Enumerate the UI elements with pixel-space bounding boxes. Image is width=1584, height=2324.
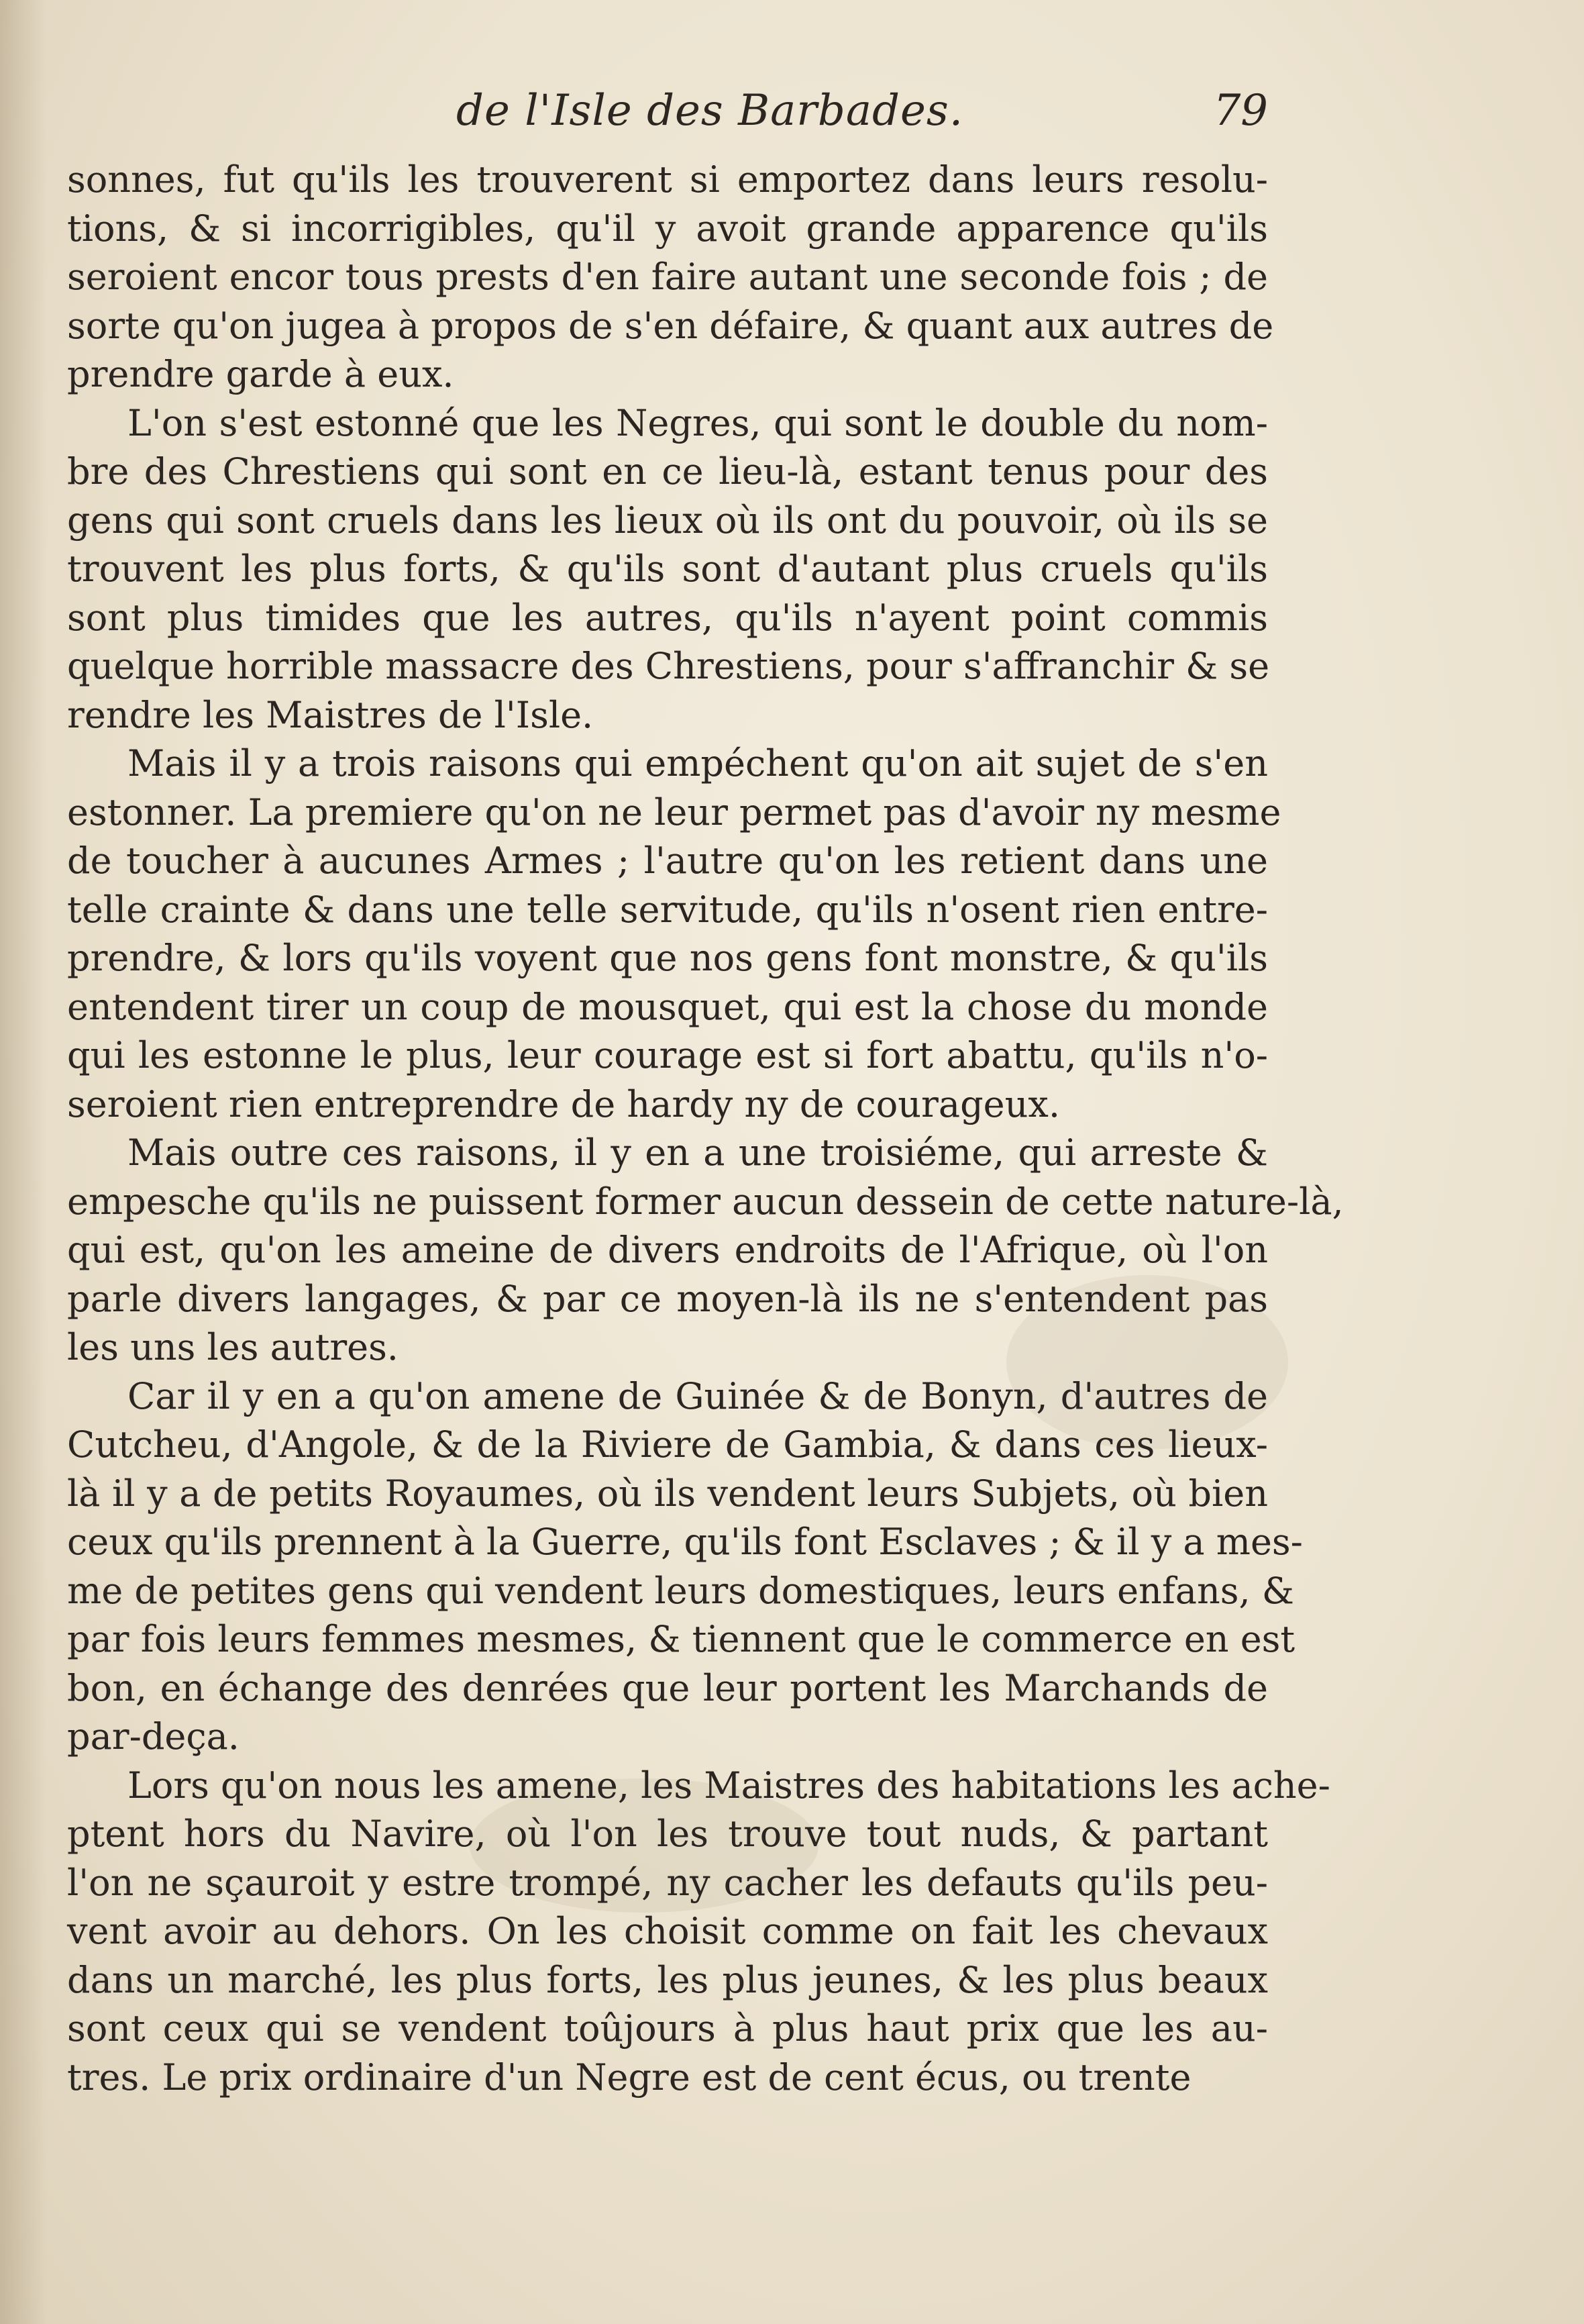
text-line: bon, en échange des denrées que leur portent les Marchands de — [67, 1666, 1268, 1709]
paragraph — [67, 156, 1274, 399]
gutter-shadow — [0, 0, 47, 2324]
text-line: sont plus timides que les autres, qu'ils n'ayent point commis — [67, 596, 1268, 639]
paragraph — [67, 740, 1281, 1129]
text-line: prendre garde à eux. — [67, 353, 454, 395]
page-header — [67, 86, 1268, 153]
text-line: sont ceux qui se vendent toûjours à plus haut prix que les au- — [67, 2007, 1268, 2050]
text-line: les uns les autres. — [67, 1326, 399, 1368]
paragraph — [67, 1372, 1303, 1762]
page-number: 79 — [1213, 86, 1268, 136]
paragraph — [67, 1762, 1330, 2103]
text-line: de toucher à aucunes Armes ; l'autre qu'on les retient dans une — [67, 840, 1268, 882]
text-line: par fois leurs femmes mesmes, & tiennent que le commerce en est — [67, 1618, 1296, 1660]
text-line: quelque horrible massacre des Chrestiens, pour s'affranchir & se — [67, 645, 1270, 687]
text-line: me de petites gens qui vendent leurs domestiques, leurs enfans, & — [67, 1569, 1294, 1612]
text-line: Mais il y a trois raisons qui empéchent qu'on ait sujet de s'en — [127, 742, 1268, 785]
text-line: estonner. La premiere qu'on ne leur permet pas d'avoir ny mesme — [67, 791, 1281, 833]
paragraph — [67, 1129, 1344, 1372]
text-line: bre des Chrestiens qui sont en ce lieu-là, estant tenus pour des — [67, 450, 1268, 493]
text-line: sonnes, fut qu'ils les trouverent si emportez dans leurs resolu- — [67, 158, 1268, 201]
running-title: de l'Isle des Barbades. — [456, 86, 964, 136]
text-line: qui est, qu'on les ameine de divers endroits de l'Afrique, où l'on — [67, 1229, 1268, 1271]
text-line: L'on s'est estonné que les Negres, qui sont le double du nom- — [127, 401, 1268, 444]
text-line: l'on ne sçauroit y estre trompé, ny cacher les defauts qu'ils peu- — [67, 1861, 1268, 1904]
text-line: Lors qu'on nous les amene, les Maistres des habitations les ache- — [127, 1764, 1330, 1807]
text-line: seroient encor tous prests d'en faire autant une seconde fois ; de — [67, 256, 1268, 298]
text-line: sorte qu'on jugea à propos de s'en défaire, & quant aux autres de — [67, 304, 1274, 347]
text-line: qui les estonne le plus, leur courage est si fort abattu, qu'ils n'o- — [67, 1034, 1268, 1076]
text-line: trouvent les plus forts, & qu'ils sont d'autant plus cruels qu'ils — [67, 548, 1268, 590]
text-line: Cutcheu, d'Angole, & de la Riviere de Gambia, & dans ces lieux- — [67, 1423, 1268, 1466]
text-line: rendre les Maistres de l'Isle. — [67, 693, 594, 736]
text-line: entendent tirer un coup de mousquet, qui est la chose du monde — [67, 985, 1268, 1028]
text-line: Mais outre ces raisons, il y en a une troisiéme, qui arreste & — [127, 1131, 1268, 1174]
text-line: tions, & si incorrigibles, qu'il y avoit grande apparence qu'ils — [67, 207, 1268, 250]
text-line: Car il y en a qu'on amene de Guinée & de Bonyn, d'autres de — [127, 1374, 1268, 1417]
text-line: parle divers langages, & par ce moyen-là ils ne s'entendent pas — [67, 1277, 1268, 1320]
text-line: par-deça. — [67, 1715, 240, 1758]
text-line: dans un marché, les plus forts, les plus jeunes, & les plus beaux — [67, 1958, 1268, 2001]
text-line: gens qui sont cruels dans les lieux où ils ont du pouvoir, où ils se — [67, 499, 1268, 542]
text-line: prendre, & lors qu'ils voyent que nos gens font monstre, & qu'ils — [67, 937, 1268, 979]
text-line: ceux qu'ils prennent à la Guerre, qu'ils font Esclaves ; & il y a mes- — [67, 1521, 1303, 1563]
text-line: empesche qu'ils ne puissent former aucun dessein de cette nature-là, — [67, 1180, 1344, 1223]
body-text — [67, 156, 1344, 2102]
text-line: ptent hors du Navire, où l'on les trouve tout nuds, & partant — [67, 1813, 1268, 1855]
text-line: seroient rien entreprendre de hardy ny de courageux. — [67, 1082, 1060, 1125]
text-line: là il y a de petits Royaumes, où ils vendent leurs Subjets, où bien — [67, 1472, 1268, 1515]
text-line: telle crainte & dans une telle servitude, qu'ils n'osent rien entre- — [67, 888, 1268, 931]
text-line: vent avoir au dehors. On les choisit comme on fait les chevaux — [67, 1910, 1268, 1952]
paragraph — [67, 399, 1268, 740]
text-line: tres. Le prix ordinaire d'un Negre est de cent écus, ou trente — [67, 2056, 1192, 2099]
